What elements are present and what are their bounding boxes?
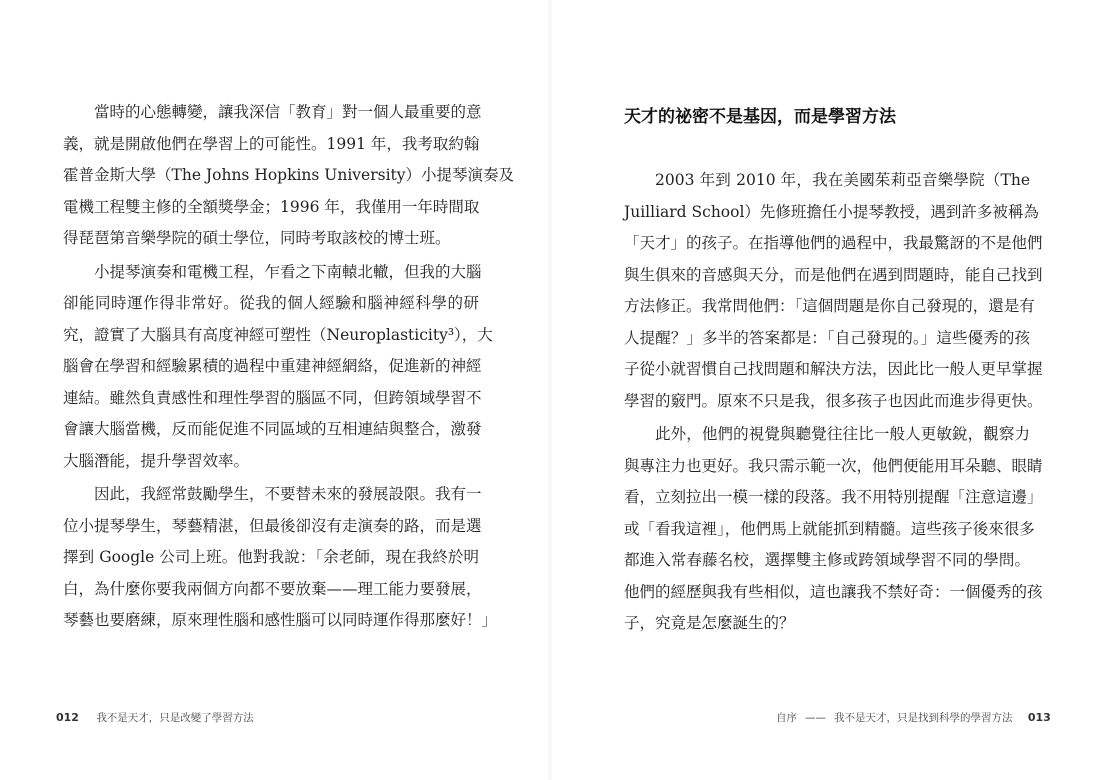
text-line: 子從小就習慣自己找問題和解決方法，因此比一般人更早掌握 bbox=[624, 360, 1043, 378]
text-line: 義，就是開啟他們在學習上的可能性。1991 年，我考取約翰 bbox=[63, 134, 480, 153]
text-line: 因此，我經常鼓勵學生，不要替未來的發展設限。我有一 bbox=[94, 485, 482, 503]
text-line: 與生俱來的音感與天分，而是他們在遇到問題時，能自己找到 bbox=[624, 265, 1043, 284]
text-line: 位小提琴學生，琴藝精湛，但最後卻沒有走演奏的路，而是選 bbox=[63, 516, 482, 535]
right-footer bbox=[776, 710, 1051, 725]
text-line: 2003 年到 2010 年，我在美國茱莉亞音樂學院（The bbox=[655, 171, 1030, 189]
paragraph bbox=[63, 97, 515, 255]
text-line: 人提醒？」多半的答案都是：「自己發現的。」這些優秀的孩 bbox=[624, 328, 1030, 347]
text-line: 或「看我這裡」，他們馬上就能抓到精髓。這些孩子後來很多 bbox=[624, 519, 1035, 538]
text-line: 看，立刻拉出一模一樣的段落。我不用特別提醒「注意這邊」 bbox=[624, 488, 1043, 506]
text-line: 擇到 Google 公司上班。他對我說：「余老師，現在我終於明 bbox=[63, 548, 479, 566]
text-line: 連結。雖然負責感性和理性學習的腦區不同，但跨領域學習不 bbox=[63, 388, 482, 407]
page-number: 013 bbox=[1027, 711, 1051, 724]
paragraph bbox=[63, 257, 493, 478]
text-line: 電機工程雙主修的全額獎學金；1996 年，我僅用一年時間取 bbox=[63, 197, 480, 216]
left-body-text bbox=[63, 97, 515, 639]
text-line: 會讓大腦當機，反而能促進不同區域的互相連結與整合，激發 bbox=[63, 420, 482, 438]
text-line: 學習的竅門。原來不只是我，很多孩子也因此而進步得更快。 bbox=[624, 391, 1043, 410]
paragraph bbox=[624, 165, 1043, 417]
page-number: 012 bbox=[56, 711, 79, 724]
footer-dash: —— bbox=[805, 712, 826, 724]
right-body-text bbox=[624, 165, 1043, 640]
section-title: 天才的祕密不是基因，而是學習方法 bbox=[624, 107, 896, 127]
right-body bbox=[624, 101, 1043, 642]
running-title: 我不是天才，只是改變了學習方法 bbox=[96, 712, 254, 724]
text-line: 當時的心態轉變，讓我深信「教育」對一個人最重要的意 bbox=[94, 103, 482, 121]
text-line: 腦會在學習和經驗累積的過程中重建神經網絡，促進新的神經 bbox=[63, 357, 482, 375]
running-title: 我不是天才，只是找到科學的學習方法 bbox=[834, 712, 1013, 724]
text-line: 白，為什麼你要我兩個方向都不要放棄——理工能力要發展， bbox=[63, 579, 482, 598]
paragraph bbox=[63, 479, 498, 637]
text-line: 琴藝也要磨練，原來理性腦和感性腦可以同時運作得那麼好！」 bbox=[63, 611, 498, 629]
text-line: 「天才」的孩子。在指導他們的過程中，我最驚訝的不是他們 bbox=[624, 234, 1043, 252]
text-line: 小提琴演奏和電機工程，乍看之下南轅北轍，但我的大腦 bbox=[94, 262, 482, 281]
text-line: 都進入常春藤名校，選擇雙主修或跨領域學習不同的學問。 bbox=[624, 551, 1030, 569]
text-line: 此外，他們的視覺與聽覺往往比一般人更敏銳，觀察力 bbox=[655, 425, 1030, 443]
text-line: 子，究竟是怎麼誕生的？ bbox=[624, 614, 795, 632]
text-line: Juilliard School）先修班擔任小提琴教授，遇到許多被稱為 bbox=[624, 202, 1039, 221]
text-line: 他們的經歷與我有些相似，這也讓我不禁好奇：一個優秀的孩 bbox=[624, 582, 1043, 601]
text-line: 與專注力也更好。我只需示範一次，他們便能用耳朵聽、眼睛 bbox=[624, 456, 1043, 475]
text-line: 霍普金斯大學（The Johns Hopkins University）小提琴演奏及 bbox=[63, 166, 515, 184]
section-label: 自序 bbox=[776, 712, 797, 724]
left-footer bbox=[56, 710, 254, 725]
right-page bbox=[550, 0, 1100, 780]
text-line: 究，證實了大腦具有高度神經可塑性（Neuroplasticity³），大 bbox=[63, 325, 493, 344]
text-line: 方法修正。我常問他們：「這個問題是你自己發現的，還是有 bbox=[624, 297, 1035, 315]
text-line: 大腦潛能，提升學習效率。 bbox=[63, 451, 250, 470]
text-line: 卻能同時運作得非常好。從我的個人經驗和腦神經科學的研 bbox=[63, 294, 479, 312]
paragraph bbox=[624, 419, 1043, 640]
text-line: 得琵琶第音樂學院的碩士學位，同時考取該校的博士班。 bbox=[63, 229, 451, 247]
